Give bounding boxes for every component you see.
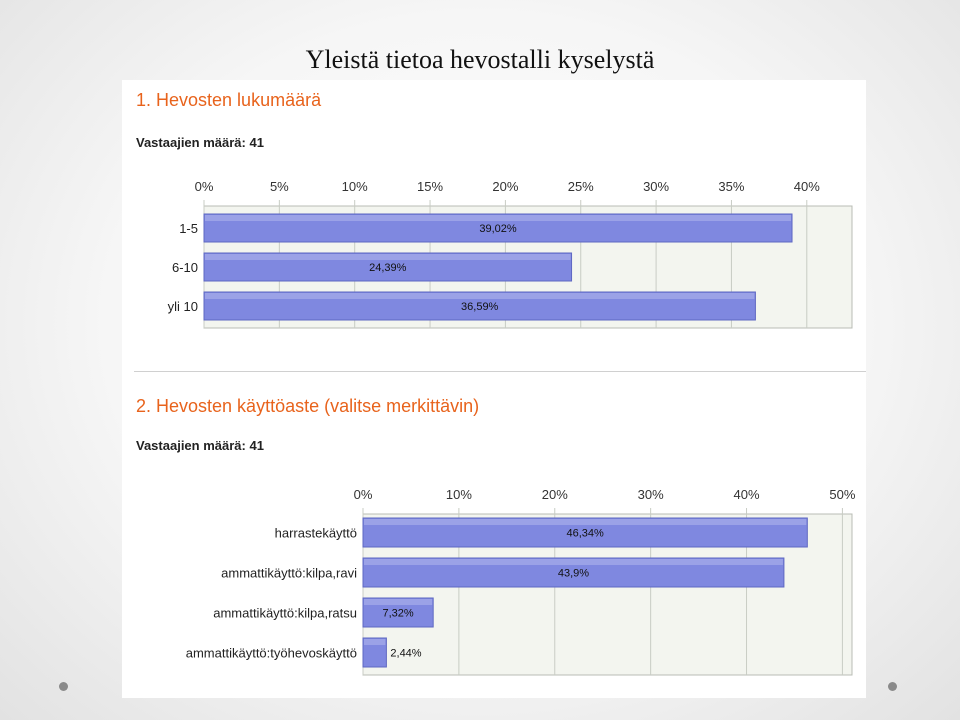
x-tick-label: 0% <box>353 487 373 502</box>
x-tick-label: 0% <box>194 179 214 194</box>
x-tick-label: 40% <box>793 179 820 194</box>
question-2-bar-chart <box>122 484 866 684</box>
value-label: 7,32% <box>382 607 414 620</box>
category-label: ammattikäyttö:työhevoskäyttö <box>185 645 357 661</box>
bar-highlight <box>205 293 754 299</box>
category-label: ammattikäyttö:kilpa,ravi <box>221 565 357 581</box>
x-tick-label: 30% <box>643 179 670 194</box>
bar-highlight <box>364 639 385 645</box>
value-label: 24,39% <box>369 262 407 274</box>
x-tick-label: 20% <box>492 179 519 194</box>
bar-highlight <box>205 254 571 260</box>
x-tick-label: 30% <box>637 487 664 502</box>
question-2-title: 2. Hevosten käyttöaste (valitse merkittävin) <box>136 396 480 416</box>
x-tick-label: 5% <box>269 179 289 194</box>
x-tick-label: 20% <box>541 487 568 502</box>
question-1-respondent-count: Vastaajien määrä: 41 <box>136 135 264 150</box>
value-label: 43,9% <box>557 567 590 580</box>
slide-title: Yleistä tietoa hevostalli kyselystä <box>305 45 655 74</box>
slide-decoration-dot-left <box>59 682 68 691</box>
value-label: 2,44% <box>390 647 422 660</box>
x-tick-label: 25% <box>567 179 594 194</box>
section-divider <box>134 371 866 372</box>
x-tick-label: 35% <box>718 179 745 194</box>
category-label: 1-5 <box>179 221 198 236</box>
value-label: 36,59% <box>461 301 499 313</box>
bar-highlight <box>364 519 806 525</box>
value-label: 39,02% <box>479 223 517 235</box>
x-tick-label: 10% <box>341 179 368 194</box>
question-1-title: 1. Hevosten lukumäärä <box>136 90 322 110</box>
bar-highlight <box>205 215 791 221</box>
x-tick-label: 40% <box>733 487 760 502</box>
x-tick-label: 10% <box>445 487 472 502</box>
x-tick-label: 15% <box>417 179 444 194</box>
slide-decoration-dot-right <box>888 682 897 691</box>
x-tick-label: 50% <box>829 487 856 502</box>
question-1-bar-chart <box>122 176 866 340</box>
category-label: harrastekäyttö <box>274 525 357 541</box>
bar-highlight <box>364 599 432 605</box>
category-label: ammattikäyttö:kilpa,ratsu <box>213 605 357 621</box>
question-2-respondent-count: Vastaajien määrä: 41 <box>136 438 264 453</box>
survey-results-panel <box>122 80 866 698</box>
category-label: 6-10 <box>171 260 198 275</box>
category-label: yli 10 <box>167 299 198 314</box>
value-label: 46,34% <box>566 527 604 540</box>
bar-highlight <box>364 559 783 565</box>
